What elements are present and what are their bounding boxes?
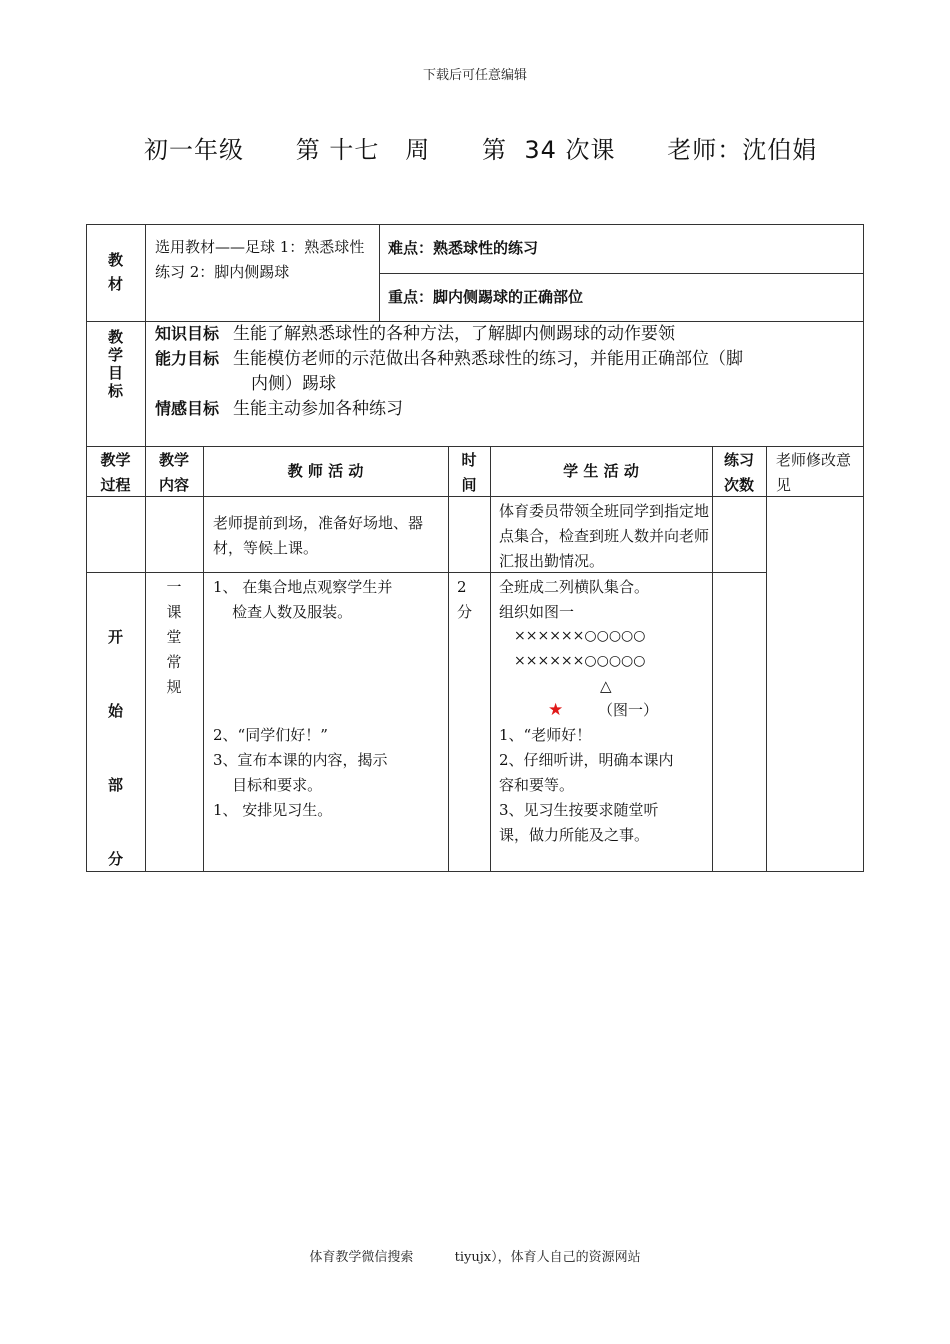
header-time: 时 间 <box>461 451 477 494</box>
triangle-icon: △ <box>600 677 612 695</box>
material-description: 选用教材——足球 1：熟悉球性练习 2：脚内侧踢球 <box>155 238 365 281</box>
row2-process: 开 始 部 分 <box>107 628 123 868</box>
key-point: 重点：脚内侧踢球的正确部位 <box>388 288 584 306</box>
formation-row-2: ××××××○○○○○ <box>514 653 646 669</box>
header-process: 教学 过程 <box>100 451 131 494</box>
figure-label: （图一） <box>598 701 659 719</box>
row2-student-bottom: 1、“老师好！ 2、仔细听讲，明确本课内 容和要等。 3、见习生按要求随堂听 课，做力所能及之事。 <box>499 726 674 844</box>
formation-row-1: ××××××○○○○○ <box>514 628 646 644</box>
header-revision: 老师修改意见 <box>776 451 852 494</box>
goal-emotion: 情感目标 生能主动参加各种练习 <box>155 399 404 419</box>
header-content: 教学 内容 <box>158 451 189 494</box>
top-note: 下载后可任意编辑 <box>422 68 527 83</box>
lesson-header: 初一年级 第 十七 周 第 34 次课 老师：沈伯娟 <box>144 136 818 164</box>
material-label: 教 材 <box>107 251 123 293</box>
difficulty-point: 难点：熟悉球性的练习 <box>388 239 539 257</box>
star-icon: ★ <box>548 700 564 720</box>
footer-note: 体育教学微信搜索 tiyujx），体育人自己的资源网站 <box>309 1250 641 1265</box>
row2-student-top: 全班成二列横队集合。 组织如图一 <box>499 578 650 621</box>
row1-student: 体育委员带领全班同学到指定地点集合，检查到班人数并向老师汇报出勤情况。 <box>499 502 710 570</box>
goals-label: 教 学 目 标 <box>107 328 123 400</box>
row2-teacher-top: 1、 在集合地点观察学生并 检查人数及服装。 <box>213 578 393 621</box>
goal-ability: 能力目标 生能模仿老师的示范做出各种熟悉球性的练习，并能用正确部位（脚 <box>155 349 744 369</box>
goal-knowledge: 知识目标 生能了解熟悉球性的各种方法，了解脚内侧踢球的动作要领 <box>155 324 676 344</box>
header-teacher: 教 师 活 动 <box>287 462 364 480</box>
row1-teacher: 老师提前到场，准备好场地、器材，等候上课。 <box>213 514 424 557</box>
header-practice: 练习 次数 <box>723 451 754 494</box>
goal-ability-cont: 内侧）踢球 <box>251 374 336 394</box>
row2-teacher-bottom: 2、“同学们好！” 3、宣布本课的内容，揭示 目标和要求。 1、 安排见习生。 <box>213 726 388 819</box>
row2-content: 一 课 堂 常 规 <box>166 578 182 696</box>
row2-time: 2 分 <box>457 578 473 621</box>
header-student: 学 生 活 动 <box>563 462 639 480</box>
